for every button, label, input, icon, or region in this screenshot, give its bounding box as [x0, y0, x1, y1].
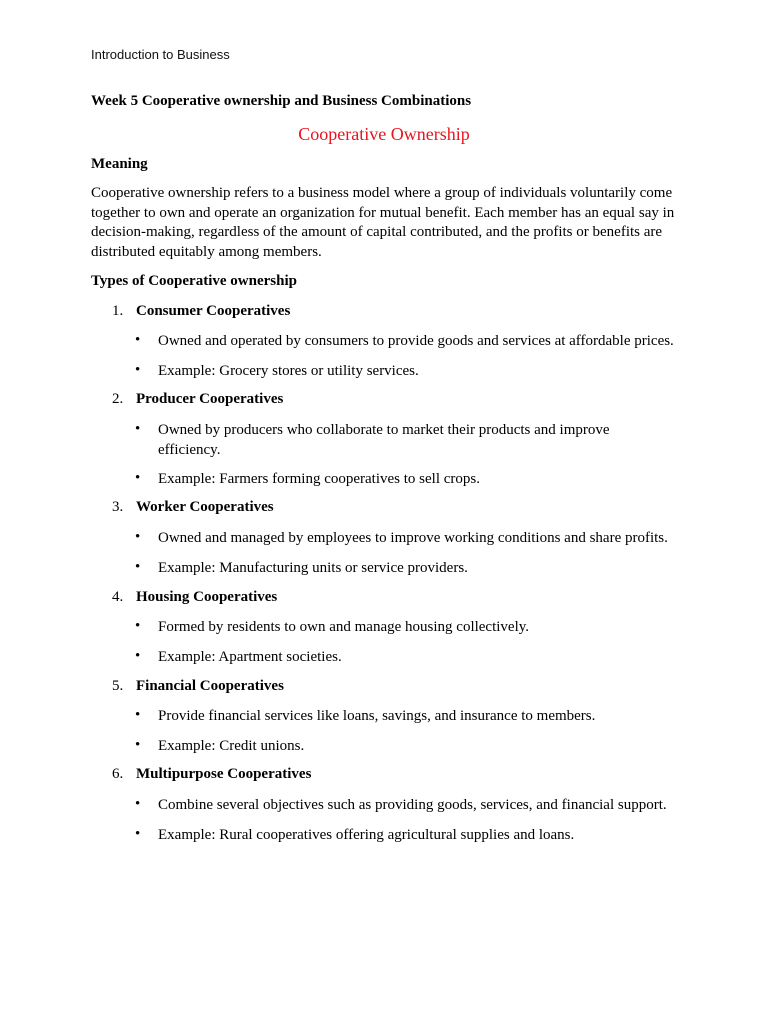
bullet-icon: • — [135, 737, 141, 753]
bullet-text: Provide financial services like loans, savings, and insurance to members. — [158, 708, 596, 724]
bullet-icon: • — [135, 362, 141, 378]
item-number: 1. — [112, 303, 124, 319]
item-number: 2. — [112, 391, 124, 407]
bullet-text: Example: Manufacturing units or service providers. — [158, 560, 468, 576]
bullet-icon: • — [135, 559, 141, 575]
item-title: Worker Cooperatives — [136, 499, 274, 515]
bullet-text: Example: Farmers forming cooperatives to sell crops. — [158, 471, 480, 487]
bullet-text: Example: Apartment societies. — [158, 649, 342, 665]
bullet-text: Owned by producers who collaborate to market their products and improve efficiency. — [158, 422, 610, 458]
item-title: Consumer Cooperatives — [136, 303, 291, 319]
bullet-text: Formed by residents to own and manage housing collectively. — [158, 619, 530, 635]
item-number: 5. — [112, 678, 124, 694]
meaning-paragraph: Cooperative ownership refers to a business model where a group of individuals voluntarily come together to own and operate an organization for mutual benefit. Each member has an equal say in decision-making, regardless of the amount of capital contributed, and the profits or benefits are distributed equitably among members. — [91, 185, 675, 261]
page-header: Introduction to Business — [91, 47, 230, 62]
item-title: Producer Cooperatives — [136, 391, 284, 407]
bullet-icon: • — [135, 470, 141, 486]
item-title: Financial Cooperatives — [136, 678, 284, 694]
item-number: 6. — [112, 766, 124, 782]
meaning-heading: Meaning — [91, 156, 148, 172]
bullet-icon: • — [135, 421, 141, 437]
bullet-text: Example: Grocery stores or utility services. — [158, 363, 419, 379]
item-title: Housing Cooperatives — [136, 589, 278, 605]
item-number: 4. — [112, 589, 124, 605]
bullet-icon: • — [135, 826, 141, 842]
bullet-text: Owned and managed by employees to improve working conditions and share profits. — [158, 530, 668, 546]
bullet-text: Combine several objectives such as providing goods, services, and financial support. — [158, 797, 667, 813]
week-title: Week 5 Cooperative ownership and Business Combinations — [91, 93, 472, 109]
item-number: 3. — [112, 499, 124, 515]
bullet-text: Example: Rural cooperatives offering agricultural supplies and loans. — [158, 827, 575, 843]
types-heading: Types of Cooperative ownership — [91, 273, 297, 289]
item-title: Multipurpose Cooperatives — [136, 766, 312, 782]
bullet-icon: • — [135, 707, 141, 723]
bullet-icon: • — [135, 529, 141, 545]
bullet-text: Example: Credit unions. — [158, 738, 305, 754]
bullet-icon: • — [135, 618, 141, 634]
bullet-text: Owned and operated by consumers to provide goods and services at affordable prices. — [158, 333, 674, 349]
bullet-icon: • — [135, 796, 141, 812]
main-title: Cooperative Ownership — [298, 124, 470, 144]
bullet-icon: • — [135, 332, 141, 348]
bullet-icon: • — [135, 648, 141, 664]
